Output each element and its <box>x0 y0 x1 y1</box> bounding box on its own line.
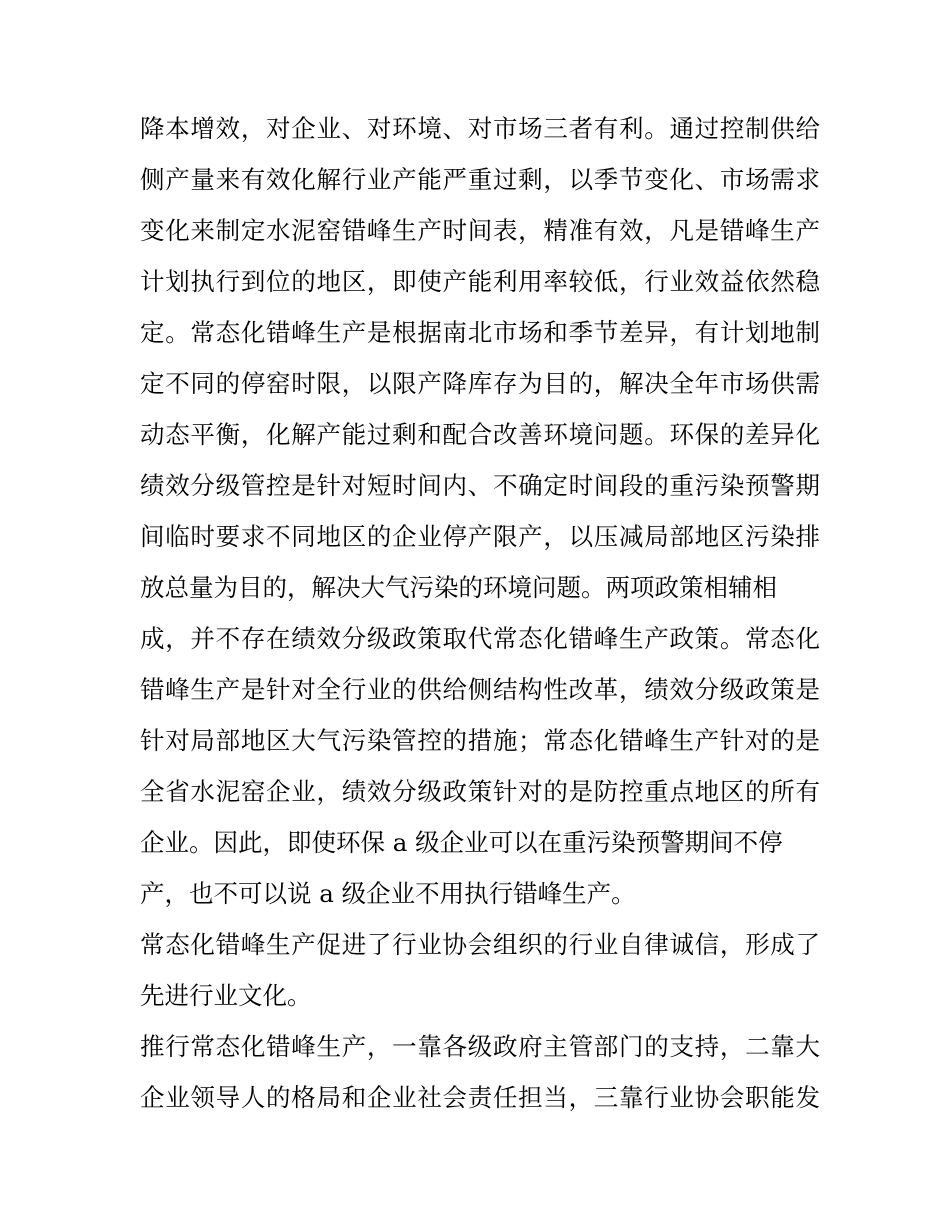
text-line: 先进行业文化。 <box>140 981 312 1010</box>
text-line: 定。常态化错峰生产是根据南北市场和季节差异，有计划地制 <box>140 318 820 347</box>
paragraph-2 <box>140 919 820 1021</box>
text-line: 全省水泥窑企业，绩效分级政策针对的是防控重点地区的所有 <box>140 777 820 806</box>
text-line: 产，也不可以说 a 级企业不用执行错峰生产。 <box>140 879 636 908</box>
text-line: 绩效分级管控是针对短时间内、不确定时间段的重污染预警期 <box>140 471 820 500</box>
text-line: 定不同的停窑时限，以限产降库存为目的，解决全年市场供需 <box>140 369 820 398</box>
paragraph-1 <box>140 103 820 919</box>
text-line: 降本增效，对企业、对环境、对市场三者有利。通过控制供给 <box>140 114 820 143</box>
text-line: 企业。因此，即使环保 a 级企业可以在重污染预警期间不停 <box>140 828 783 857</box>
paragraph-3 <box>140 1021 820 1123</box>
text-line: 错峰生产是针对全行业的供给侧结构性改革，绩效分级政策是 <box>140 675 820 704</box>
text-line: 放总量为目的，解决大气污染的环境问题。两项政策相辅相 <box>140 573 777 602</box>
text-line: 推行常态化错峰生产，一靠各级政府主管部门的支持，二靠大 <box>140 1032 820 1061</box>
text-line: 变化来制定水泥窑错峰生产时间表，精准有效，凡是错峰生产 <box>140 216 820 245</box>
text-line: 计划执行到位的地区，即使产能利用率较低，行业效益依然稳 <box>140 267 820 296</box>
text-line: 针对局部地区大气污染管控的措施；常态化错峰生产针对的是 <box>140 726 820 755</box>
text-line: 企业领导人的格局和企业社会责任担当，三靠行业协会职能发 <box>140 1083 820 1112</box>
text-line: 常态化错峰生产促进了行业协会组织的行业自律诚信，形成了 <box>140 930 820 959</box>
text-line: 间临时要求不同地区的企业停产限产，以压减局部地区污染排 <box>140 522 820 551</box>
text-line: 侧产量来有效化解行业产能严重过剩，以季节变化、市场需求 <box>140 165 820 194</box>
text-line: 动态平衡，化解产能过剩和配合改善环境问题。环保的差异化 <box>140 420 820 449</box>
text-line: 成，并不存在绩效分级政策取代常态化错峰生产政策。常态化 <box>140 624 820 653</box>
